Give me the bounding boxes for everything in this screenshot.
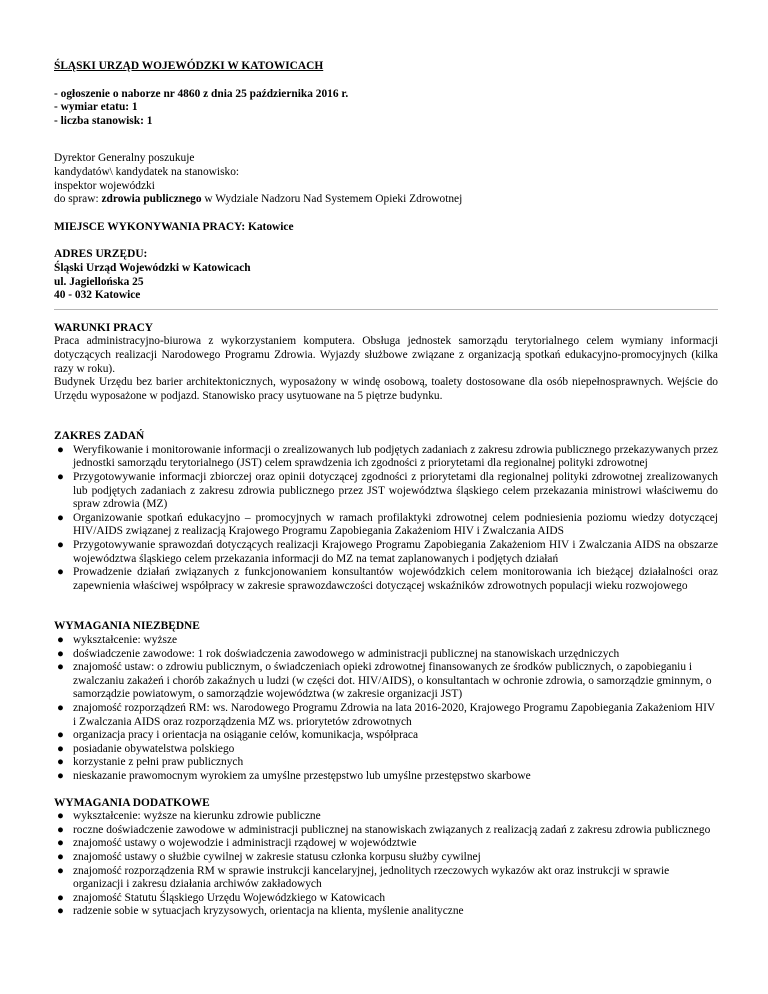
divider bbox=[54, 309, 718, 310]
list-item: ● Prowadzenie działań związanych z funkcjonowaniem konsultantów wojewódzkich celem monitorowania ich bieżącej działalności oraz zapewnienia właściwej współpracy w zakresie sprawozdawczości dotyczącej wskaźników zdrowotnych populacji wieku rozwojowego bbox=[57, 566, 718, 592]
additional-title: WYMAGANIA DODATKOWE bbox=[54, 796, 210, 809]
positions-count: - liczba stanowisk: 1 bbox=[54, 114, 153, 127]
bullet-icon: ● bbox=[57, 891, 64, 904]
bullet-icon: ● bbox=[57, 756, 64, 769]
office-address bbox=[54, 248, 718, 302]
bullet-icon: ● bbox=[57, 511, 64, 524]
institution-title: ŚLĄSKI URZĄD WOJEWÓDZKI W KATOWICACH bbox=[54, 60, 324, 72]
required-list bbox=[54, 634, 718, 784]
intro-line-4 bbox=[54, 193, 718, 207]
address-street: ul. Jagiellońska 25 bbox=[54, 275, 144, 288]
tasks-list bbox=[54, 444, 718, 594]
bullet-icon: ● bbox=[57, 769, 64, 782]
workplace: MIEJSCE WYKONYWANIA PRACY: Katowice bbox=[54, 220, 294, 233]
intro-department: w Wydziale Nadzoru Nad Systemem Opieki Zdrowotnej bbox=[201, 193, 463, 206]
list-item: ● Przygotowywanie informacji zbiorczej oraz opinii dotyczącej zgodności z priorytetami dla regionalnej polityki zdrowotnej zrealizowanych lub podjętych zadaniach z zakresu zdrowia publicznego przez JST województwa śląskiego celem przekazania ministrowi właściwemu do spraw zdrowia (MZ) bbox=[57, 471, 718, 511]
tasks-title: ZAKRES ZADAŃ bbox=[54, 430, 145, 443]
required-title: WYMAGANIA NIEZBĘDNE bbox=[54, 620, 200, 633]
bullet-icon: ● bbox=[57, 701, 64, 714]
list-item: ● znajomość ustawy o wojewodzie i administracji rządowej w województwie bbox=[57, 837, 417, 850]
bullet-icon: ● bbox=[57, 810, 64, 823]
list-item: ● wykształcenie: wyższe bbox=[57, 634, 178, 646]
list-item: ● korzystanie z pełni praw publicznych bbox=[57, 756, 244, 769]
list-item: ● Weryfikowanie i monitorowanie informacji o zrealizowanych lub podjętych zadaniach z zakresu zdrowia publicznego przekazywanych przez jednostki samorządu terytorialnego (JST) celem sprawdzenia ich zgodności z priorytetami dla regionalnej polityki zdrowotnej bbox=[57, 443, 718, 470]
bullet-icon: ● bbox=[57, 823, 64, 836]
bullet-icon: ● bbox=[57, 864, 64, 877]
list-item: ● znajomość ustaw: o zdrowiu publicznym, o świadczeniach opieki zdrowotnej finansowanych ze środków publicznych, o zapobieganiu i zwalczaniu zakażeń i chorób zakaźnych u ludzi (w części dot. HIV/AIDS), o konsultantach w ochronie zdrowia, o samorządzie gminnym, o samorządzie powiatowym, o samorządzie województwa (w zakresie organizacji JST) bbox=[57, 661, 712, 701]
intro-line-1: Dyrektor Generalny poszukuje bbox=[54, 152, 195, 165]
intro-line-2: kandydatów\ kandydatek na stanowisko: bbox=[54, 165, 240, 178]
list-item: ● radzenie sobie w sytuacjach kryzysowych, orientacja na klienta, myślenie analityczne bbox=[57, 905, 464, 918]
list-item: ● Przygotowywanie sprawozdań dotyczących realizacji Krajowego Programu Zapobiegania Zakażeniom HIV i Zwalczania AIDS na obszarze województwa śląskiego celem przekazania informacji do MZ na temat zaplanowanych i podjętych działań bbox=[57, 539, 718, 565]
workload: - wymiar etatu: 1 bbox=[54, 101, 138, 114]
bullet-icon: ● bbox=[57, 471, 64, 484]
intro bbox=[54, 152, 718, 206]
bullet-icon: ● bbox=[57, 729, 64, 742]
additional-list bbox=[54, 810, 718, 919]
address-name: Śląski Urząd Wojewódzki w Katowicach bbox=[54, 261, 251, 274]
bullet-icon: ● bbox=[57, 837, 64, 850]
list-item: ● znajomość rozporządzenia RM w sprawie instrukcji kancelaryjnej, jednolitych rzeczowych wykazów akt oraz instrukcji w sprawie organizacji i zakresu działania archiwów zakładowych bbox=[57, 864, 670, 891]
document-page bbox=[54, 60, 718, 931]
bullet-icon: ● bbox=[57, 742, 64, 755]
list-item: ● wykształcenie: wyższe na kierunku zdrowie publiczne bbox=[57, 810, 321, 823]
address-city: 40 - 032 Katowice bbox=[54, 289, 141, 302]
list-item: ● roczne doświadczenie zawodowe w administracji publicznej na stanowiskach związanych z realizacją zadań z zakresu zdrowia publicznego bbox=[57, 823, 711, 836]
list-item: ● Organizowanie spotkań edukacyjno – promocyjnych w ramach profilaktyki zdrowotnej celem podniesienia poziomu wiedzy dotyczącej HIV/AIDS związanej z realizacją Krajowego Programu Zapobiegania Zakażeniom HIV i Zwalczania AIDS bbox=[57, 511, 718, 538]
announcement-number: - ogłoszenie o naborze nr 4860 z dnia 25 października 2016 r. bbox=[54, 87, 349, 100]
list-item: ● organizacja pracy i orientacja na osiąganie celów, komunikacja, współpraca bbox=[57, 729, 419, 742]
field-of-work: zdrowia publicznego bbox=[101, 193, 202, 206]
list-item: ● posiadanie obywatelstwa polskiego bbox=[57, 742, 235, 755]
intro-prefix: do spraw: bbox=[54, 193, 102, 206]
bullet-icon: ● bbox=[57, 661, 64, 674]
list-item: ● znajomość rozporządzeń RM: ws. Narodowego Programu Zdrowia na lata 2016-2020, Krajowego Programu Zapobiegania Zakażeniom HIV i Zwalczania AIDS oraz rozporządzenia MZ ws. priorytetów zdrowotnych bbox=[57, 701, 715, 728]
list-item: ● nieskazanie prawomocnym wyrokiem za umyślne przestępstwo lub umyślne przestępstwo skarbowe bbox=[57, 769, 531, 782]
bullet-icon: ● bbox=[57, 647, 64, 660]
bullet-icon: ● bbox=[57, 566, 64, 579]
position-name: inspektor wojewódzki bbox=[54, 179, 155, 192]
list-item: ● znajomość Statutu Śląskiego Urzędu Wojewódzkiego w Katowicach bbox=[57, 891, 386, 904]
conditions-title: WARUNKI PRACY bbox=[54, 321, 154, 334]
bullet-icon: ● bbox=[57, 905, 64, 918]
bullet-icon: ● bbox=[57, 443, 64, 456]
announcement-info bbox=[54, 88, 718, 129]
conditions-text-1: Praca administracyjno-biurowa z wykorzystaniem komputera. Obsługa jednostek samorządu terytorialnego celem wymiany informacji dotyczących realizacji Narodowego Programu Zdrowia. Wyjazdy służbowe związane z organizacją spotkań edukacyjno-promocyjnych (kilka razy w roku). bbox=[54, 335, 718, 375]
list-item: ● doświadczenie zawodowe: 1 rok doświadczenia zawodowego w administracji publicznej na stanowiskach urzędniczych bbox=[57, 647, 620, 660]
bullet-icon: ● bbox=[57, 634, 64, 646]
bullet-icon: ● bbox=[57, 850, 64, 863]
bullet-icon: ● bbox=[57, 539, 64, 552]
address-label: ADRES URZĘDU: bbox=[54, 248, 148, 261]
conditions-text-2: Budynek Urzędu bez barier architektonicznych, wyposażony w windę osobową, toalety dostosowane dla osób niepełnosprawnych. Wejście do Urzędu wyposażone w podjazd. Stanowisko pracy usytuowane na 5 piętrze budynku. bbox=[54, 376, 718, 402]
list-item: ● znajomość ustawy o służbie cywilnej w zakresie statusu członka korpusu służby cywilnej bbox=[57, 850, 481, 863]
